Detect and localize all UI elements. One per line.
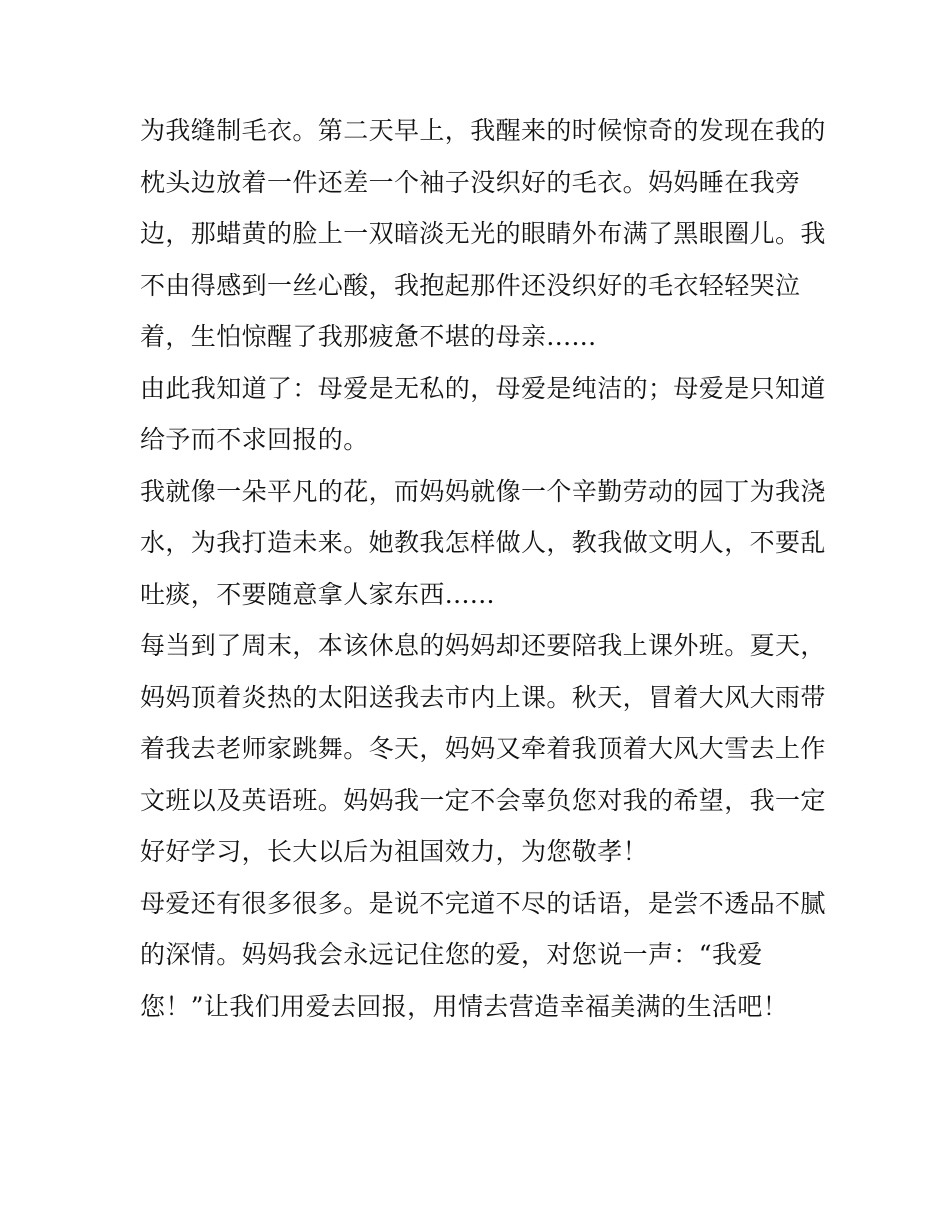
text-line: 我就像一朵平凡的花，而妈妈就像一个辛勤劳动的园丁为我浇	[140, 476, 826, 506]
text-line: 不由得感到一丝心酸，我抱起那件还没织好的毛衣轻轻哭泣	[140, 270, 801, 300]
text-line: 水，为我打造未来。她教我怎样做人，教我做文明人，不要乱	[140, 528, 826, 557]
document-body	[140, 105, 826, 1032]
text-line: 好好学习，长大以后为祖国效力，为您敬孝！	[140, 837, 649, 866]
text-line: 边，那蜡黄的脸上一双暗淡无光的眼睛外布满了黑眼圈儿。我	[140, 219, 826, 248]
text-line: 吐痰，不要随意拿人家东西......	[140, 579, 495, 609]
text-line: 您！”让我们用爱去回报，用情去营造幸福美满的生活吧！	[140, 991, 789, 1021]
text-line: 着我去老师家跳舞。冬天，妈妈又牵着我顶着大风大雪去上作	[140, 734, 826, 763]
text-line: 每当到了周末，本该休息的妈妈却还要陪我上课外班。夏天，	[140, 631, 826, 660]
text-line: 的深情。妈妈我会永远记住您的爱，对您说一声：“我爱	[140, 940, 763, 969]
text-line: 枕头边放着一件还差一个袖子没织好的毛衣。妈妈睡在我旁	[140, 167, 801, 197]
text-line: 着，生怕惊醒了我那疲惫不堪的母亲......	[140, 322, 597, 351]
text-line: 为我缝制毛衣。第二天早上，我醒来的时候惊奇的发现在我的	[140, 116, 826, 145]
text-line: 给予而不求回报的。	[140, 425, 369, 454]
text-line: 由此我知道了：母爱是无私的，母爱是纯洁的；母爱是只知道	[140, 373, 826, 403]
text-line: 母爱还有很多很多。是说不完道不尽的话语，是尝不透品不腻	[140, 888, 826, 918]
text-line: 妈妈顶着炎热的太阳送我去市内上课。秋天，冒着大风大雨带	[140, 682, 826, 712]
text-line: 文班以及英语班。妈妈我一定不会辜负您对我的希望，我一定	[140, 785, 826, 815]
